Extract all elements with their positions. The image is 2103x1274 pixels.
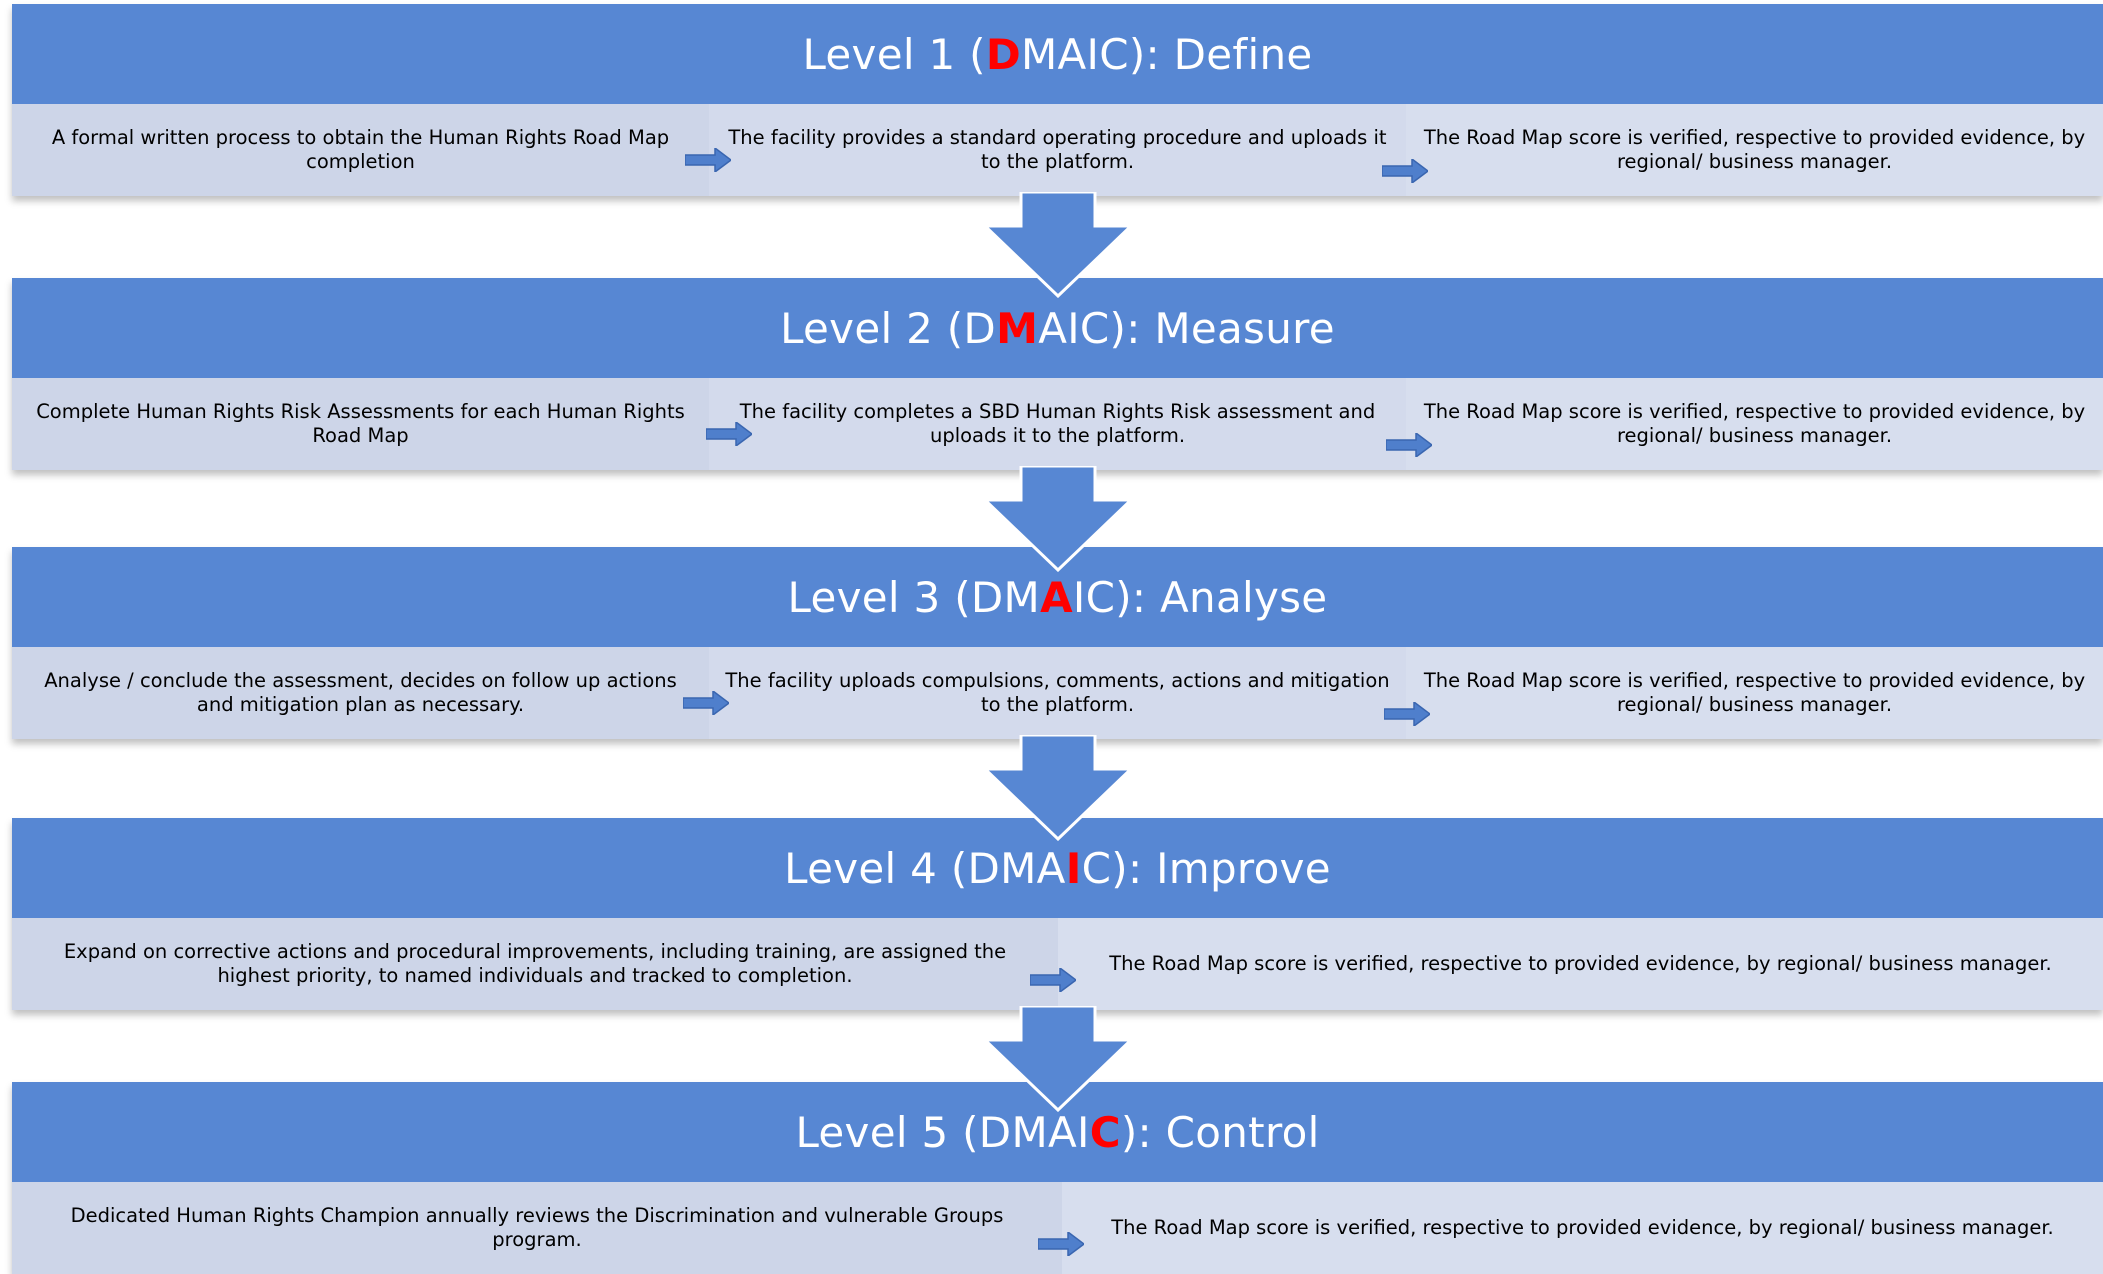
level-3-steps: [12, 647, 2103, 739]
step-cell: Expand on corrective actions and procedural improvements, including training, are assigned the highest priority, to named individuals and tracked to completion.: [12, 918, 1058, 1010]
level-2-title: Level 2 (D M AIC): Measure: [12, 278, 2103, 378]
step-cell: The Road Map score is verified, respective to provided evidence, by regional/ business manager.: [1406, 647, 2103, 739]
level-3-panel: [12, 547, 2103, 739]
dmaic-highlight-letter: A: [1040, 572, 1073, 622]
step-cell: Dedicated Human Rights Champion annually reviews the Discrimination and vulnerable Groups program.: [12, 1182, 1062, 1274]
arrow-right-icon: [1384, 702, 1430, 726]
step-cell: The Road Map score is verified, respective to provided evidence, by regional/ business manager.: [1062, 1182, 2103, 1274]
step-cell: The Road Map score is verified, respective to provided evidence, by regional/ business manager.: [1406, 378, 2103, 470]
level-2-panel: [12, 278, 2103, 470]
level-4-title: Level 4 (DMA I C): Improve: [12, 818, 2103, 918]
arrow-down-icon: [983, 192, 1133, 298]
step-cell: The Road Map score is verified, respective to provided evidence, by regional/ business manager.: [1406, 104, 2103, 196]
arrow-right-icon: [1386, 433, 1432, 457]
step-cell: A formal written process to obtain the Human Rights Road Map completion: [12, 104, 709, 196]
level-3-title: Level 3 (DM A IC): Analyse: [12, 547, 2103, 647]
arrow-down-icon: [983, 466, 1133, 572]
dmaic-highlight-letter: C: [1089, 1107, 1121, 1157]
level-2-steps: [12, 378, 2103, 470]
arrow-right-icon: [685, 148, 731, 172]
level-1-steps: [12, 104, 2103, 196]
step-cell: The facility completes a SBD Human Rights Risk assessment and uploads it to the platform.: [709, 378, 1406, 470]
step-cell: The Road Map score is verified, respective to provided evidence, by regional/ business manager.: [1058, 918, 2103, 1010]
arrow-right-icon: [683, 691, 729, 715]
level-1-panel: [12, 4, 2103, 196]
arrow-right-icon: [1382, 159, 1428, 183]
step-cell: The facility provides a standard operating procedure and uploads it to the platform.: [709, 104, 1406, 196]
step-cell: Analyse / conclude the assessment, decides on follow up actions and mitigation plan as necessary.: [12, 647, 709, 739]
step-cell: Complete Human Rights Risk Assessments for each Human Rights Road Map: [12, 378, 709, 470]
dmaic-highlight-letter: M: [996, 303, 1039, 353]
arrow-right-icon: [706, 422, 752, 446]
arrow-right-icon: [1030, 968, 1076, 992]
step-cell: The facility uploads compulsions, comments, actions and mitigation to the platform.: [709, 647, 1406, 739]
arrow-right-icon: [1038, 1232, 1084, 1256]
level-1-title: Level 1 ( D MAIC): Define: [12, 4, 2103, 104]
level-4-panel: [12, 818, 2103, 1010]
level-5-title: Level 5 (DMAI C ): Control: [12, 1082, 2103, 1182]
arrow-down-icon: [983, 1006, 1133, 1112]
level-5-steps: [12, 1182, 2103, 1274]
level-4-steps: [12, 918, 2103, 1010]
dmaic-highlight-letter: D: [985, 29, 1021, 79]
dmaic-highlight-letter: I: [1065, 843, 1082, 893]
arrow-down-icon: [983, 735, 1133, 841]
